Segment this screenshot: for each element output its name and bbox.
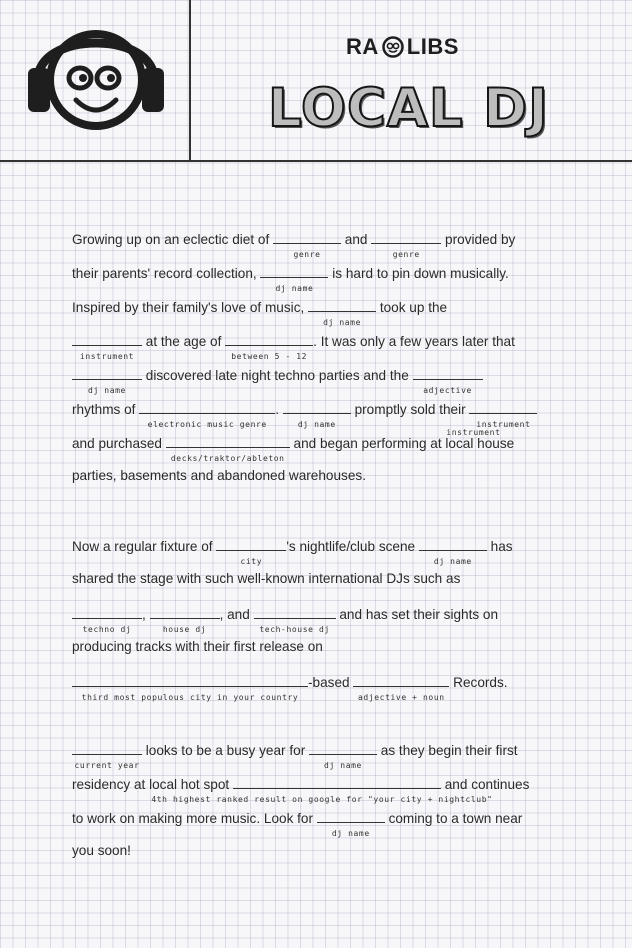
p1-line-6: rhythms of electronic music genre . dj name promptly sold their instrument instrument <box>72 399 562 433</box>
blank-dj-name-4[interactable]: dj name <box>283 399 351 414</box>
p2-line-4: producing tracks with their first release on <box>72 639 323 654</box>
blank-instrument-2[interactable]: instrument instrument <box>469 399 537 414</box>
p3-line-1: current year looks to be a busy year for dj name as they begin their first <box>72 740 562 774</box>
p3-line-4: you soon! <box>72 843 131 858</box>
paragraph-3 <box>72 740 562 876</box>
blank-dj-name-7[interactable]: dj name <box>317 808 385 823</box>
page-title: LOCAL DJ <box>268 78 549 139</box>
p1-line-8: parties, basements and abandoned warehouses. <box>72 468 366 483</box>
p1-line-7: and purchased decks/traktor/ableton and began performing at local house <box>72 433 562 467</box>
p2-line-1: Now a regular fixture of city 's nightlife/club scene dj name has <box>72 536 562 570</box>
blank-dj-name-5[interactable]: dj name <box>419 536 487 551</box>
p1-line-2: their parents' record collection, dj name is hard to pin down musically. <box>72 263 562 297</box>
blank-dj-name-6[interactable]: dj name <box>309 740 377 755</box>
paragraph-2 <box>72 536 562 706</box>
blank-house-dj[interactable]: house dj <box>150 604 220 619</box>
blank-dj-name-3[interactable]: dj name <box>72 365 142 380</box>
blank-electronic-genre[interactable]: electronic music genre <box>139 399 275 414</box>
blank-adjective-noun[interactable]: adjective + noun <box>353 672 449 687</box>
blank-techno-dj[interactable]: techno dj <box>72 604 142 619</box>
p1-line-5: dj name discovered late night techno parties and the adjective <box>72 365 562 399</box>
brand-left: RA <box>346 34 379 59</box>
headphones-smiley-icon <box>24 20 168 140</box>
blank-hot-spot[interactable]: 4th highest ranked result on google for "your city + nightclub" <box>233 774 441 789</box>
brand-right: LIBS <box>406 34 459 59</box>
blank-decks[interactable]: decks/traktor/ableton <box>166 433 290 448</box>
blank-genre-1[interactable]: genre <box>273 229 341 244</box>
blank-city[interactable]: city <box>216 536 286 551</box>
p3-line-3: to work on making more music. Look for dj name coming to a town near <box>72 808 562 842</box>
blank-current-year[interactable]: current year <box>72 740 142 755</box>
header-divider <box>0 160 632 162</box>
p3-line-2: residency at local hot spot 4th highest ranked result on google for "your city + nightclub" and continues <box>72 774 562 808</box>
p1-line-1: Growing up on an eclectic diet of genre and genre provided by <box>72 229 562 263</box>
brand-wordmark <box>346 30 459 64</box>
header-divider-vertical <box>189 0 191 161</box>
blank-third-city[interactable]: third most populous city in your country <box>72 672 308 687</box>
blank-dj-name-2[interactable]: dj name <box>308 297 376 312</box>
p2-line-2: shared the stage with such well-known international DJs such as <box>72 571 461 586</box>
paragraph-1 <box>72 229 562 501</box>
blank-tech-house-dj[interactable]: tech-house dj <box>254 604 336 619</box>
p1-line-4: instrument at the age of between 5 - 12 . It was only a few years later that <box>72 331 562 365</box>
p1-line-3: Inspired by their family's love of music, dj name took up the <box>72 297 562 331</box>
blank-age[interactable]: between 5 - 12 <box>225 331 313 346</box>
p2-line-3: techno dj , house dj , and tech-house dj and has set their sights on <box>72 604 562 638</box>
smiley-badge-icon <box>382 36 404 58</box>
blank-instrument-1[interactable]: instrument <box>72 331 142 346</box>
blank-genre-2[interactable]: genre <box>371 229 441 244</box>
blank-adjective-1[interactable]: adjective <box>413 365 483 380</box>
p2-line-5: third most populous city in your country -based adjective + noun Records. <box>72 672 562 706</box>
blank-dj-name-1[interactable]: dj name <box>260 263 328 278</box>
